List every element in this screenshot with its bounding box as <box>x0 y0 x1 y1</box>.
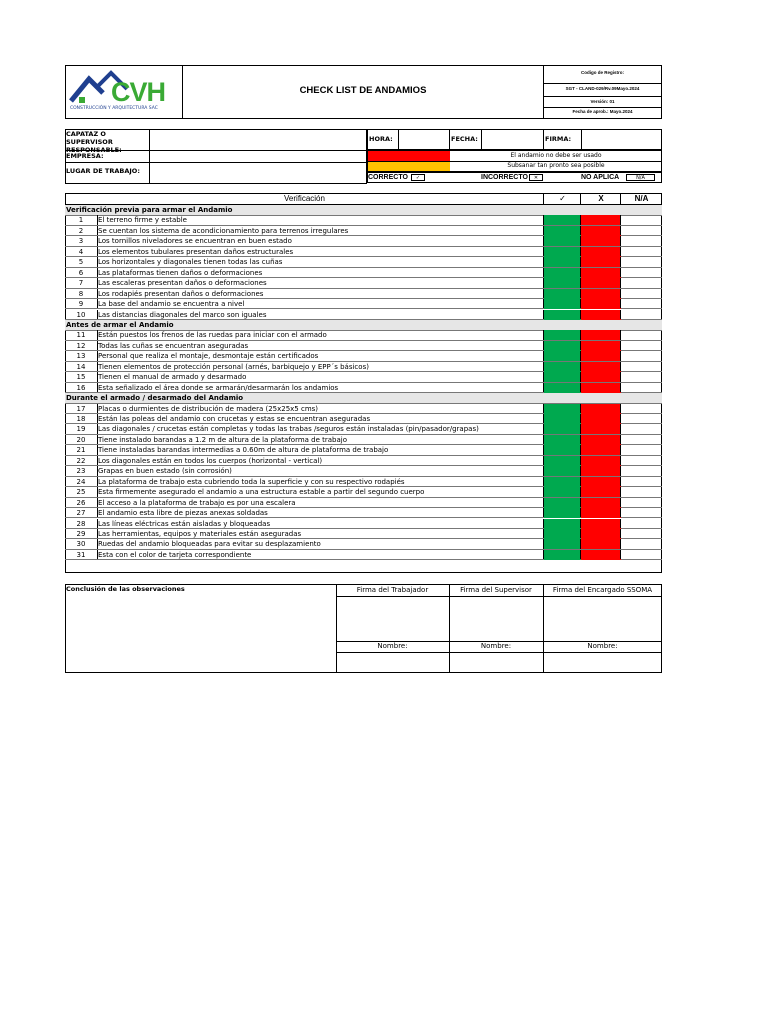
correcto-label: CORRECTO <box>368 174 408 181</box>
item-text: Las líneas eléctricas están aisladas y bloqueadas <box>98 519 271 528</box>
table-row <box>65 236 662 246</box>
item-number: 7 <box>78 279 84 288</box>
check-na-cell[interactable] <box>621 351 661 361</box>
check-correcto-cell[interactable] <box>544 435 581 445</box>
check-incorrecto-cell[interactable] <box>581 477 621 487</box>
check-na-cell[interactable] <box>621 226 661 236</box>
firma-supervisor-field[interactable] <box>450 597 543 641</box>
check-incorrecto-cell[interactable] <box>581 226 621 236</box>
table-row <box>65 341 662 351</box>
no-aplica-mark: N/A <box>626 174 655 181</box>
check-incorrecto-cell[interactable] <box>581 539 621 549</box>
table-row <box>65 310 662 320</box>
nombre-trabajador-field[interactable] <box>337 653 449 672</box>
item-text: La plataforma de trabajo esta cubriendo toda la superficie y con su respectivo rodapiés <box>98 477 405 486</box>
verificacion-header: Verificación <box>284 194 325 203</box>
check-incorrecto-cell[interactable] <box>581 257 621 267</box>
codigo-value: SGT - CLAND-029/Rv.09Mayo.2024 <box>565 86 640 91</box>
item-text: Esta señalizado el área donde se armarán/desarmarán los andamios <box>98 383 339 392</box>
firma-trabajador-label: Firma del Trabajador <box>356 586 429 594</box>
check-na-cell[interactable] <box>621 456 661 466</box>
item-number: 23 <box>76 467 86 476</box>
fecha-label: FECHA: <box>451 135 478 143</box>
check-incorrecto-cell[interactable] <box>581 424 621 434</box>
item-text: Grapas en buen estado (sin corrosión) <box>98 467 232 476</box>
legend-red-text: El andamio no debe ser usado <box>510 152 602 159</box>
item-text: Están las poleas del andamio con crucetas y estas se encuentran aseguradas <box>98 415 371 423</box>
check-correcto-cell[interactable] <box>544 310 581 320</box>
firma-ssoma-field[interactable] <box>544 597 661 641</box>
item-number: 19 <box>76 425 86 434</box>
item-text: Todas las cuñas se encuentran aseguradas <box>98 341 249 350</box>
legend-yellow-swatch <box>368 161 450 171</box>
incorrecto-label: INCORRECTO <box>481 174 528 181</box>
check-incorrecto-cell[interactable] <box>581 414 621 424</box>
check-incorrecto-cell[interactable] <box>581 310 621 320</box>
codigo-label: Codigo de Registro: <box>581 70 624 75</box>
item-number: 11 <box>76 331 86 340</box>
nombre-ssoma-field[interactable] <box>544 653 661 672</box>
check-incorrecto-cell[interactable] <box>581 215 621 225</box>
firma-field[interactable] <box>582 130 661 149</box>
item-text: Las herramientas, equipos y materiales están aseguradas <box>98 529 302 538</box>
check-incorrecto-cell[interactable] <box>581 445 621 455</box>
check-na-cell[interactable] <box>621 330 661 340</box>
item-text: Las escaleras presentan daños o deformaciones <box>98 279 267 288</box>
check-correcto-cell[interactable] <box>544 351 581 361</box>
item-text: Los rodapiés presentan daños o deformaciones <box>98 289 264 298</box>
check-incorrecto-cell[interactable] <box>581 508 621 518</box>
legend-yellow-text: Subsanar tan pronto sea posible <box>507 162 605 169</box>
check-na-cell[interactable] <box>621 487 661 497</box>
nombre-trabajador-label: Nombre: <box>377 642 408 650</box>
item-text: Los elementos tubulares presentan daños estructurales <box>98 247 294 256</box>
check-incorrecto-cell[interactable] <box>581 498 621 508</box>
hora-label: HORA: <box>369 135 393 143</box>
table-row <box>65 456 662 466</box>
item-text: Esta con el color de tarjeta correspondiente <box>98 550 252 559</box>
check-incorrecto-cell[interactable] <box>581 289 621 299</box>
check-correcto-cell[interactable] <box>544 456 581 466</box>
check-correcto-cell[interactable] <box>544 445 581 455</box>
check-correcto-cell[interactable] <box>544 215 581 225</box>
item-number: 2 <box>78 226 84 235</box>
table-row <box>65 424 662 434</box>
item-text: Personal que realiza el montaje, desmontaje están certificados <box>98 352 319 361</box>
item-text: El acceso a la plataforma de trabajo es por una escalera <box>98 498 296 507</box>
check-correcto-cell[interactable] <box>544 477 581 487</box>
check-correcto-cell[interactable] <box>544 268 581 278</box>
legend-red-swatch <box>368 151 450 161</box>
item-number: 28 <box>76 519 86 528</box>
table-row <box>65 330 662 340</box>
logo-subtitle: CONSTRUCCIÓN Y ARQUITECTURA SAC <box>70 106 158 111</box>
table-row <box>65 268 662 278</box>
check-incorrecto-cell[interactable] <box>581 278 621 288</box>
check-na-cell[interactable] <box>621 247 661 257</box>
check-incorrecto-cell[interactable] <box>581 362 621 372</box>
check-incorrecto-cell[interactable] <box>581 330 621 340</box>
item-text: Los diagonales están en todos los cuerpos (horizontal - vertical) <box>98 456 323 465</box>
check-correcto-cell[interactable] <box>544 278 581 288</box>
firma-label: FIRMA: <box>545 135 572 143</box>
check-correcto-cell[interactable] <box>544 424 581 434</box>
check-incorrecto-cell[interactable] <box>581 435 621 445</box>
table-row <box>65 550 662 560</box>
check-correcto-cell[interactable] <box>544 236 581 246</box>
check-incorrecto-cell[interactable] <box>581 550 621 560</box>
conclusion-label: Conclusión de las observaciones <box>66 585 185 593</box>
check-na-cell[interactable] <box>621 414 661 424</box>
check-incorrecto-cell[interactable] <box>581 529 621 539</box>
check-incorrecto-cell[interactable] <box>581 247 621 257</box>
check-correcto-cell[interactable] <box>544 539 581 549</box>
item-number: 16 <box>76 383 86 392</box>
check-incorrecto-cell[interactable] <box>581 299 621 309</box>
check-incorrecto-cell[interactable] <box>581 372 621 382</box>
hora-field[interactable] <box>399 130 449 149</box>
check-na-cell[interactable] <box>621 445 661 455</box>
check-na-cell[interactable] <box>621 435 661 445</box>
item-number: 21 <box>76 446 86 455</box>
item-number: 17 <box>76 404 86 413</box>
table-row <box>65 278 662 288</box>
item-number: 20 <box>76 435 86 444</box>
item-text: Ruedas del andamio bloqueadas para evitar su desplazamiento <box>98 540 321 549</box>
check-correcto-cell[interactable] <box>544 330 581 340</box>
check-incorrecto-cell[interactable] <box>581 383 621 393</box>
fecha-field[interactable] <box>482 130 543 149</box>
check-incorrecto-cell[interactable] <box>581 236 621 246</box>
table-row <box>65 477 662 487</box>
check-na-cell[interactable] <box>621 508 661 518</box>
check-correcto-cell[interactable] <box>544 226 581 236</box>
section-header: Antes de armar el Andamio <box>65 320 662 331</box>
item-number: 26 <box>76 498 86 507</box>
table-row <box>65 351 662 361</box>
item-text: Están puestos los frenos de las ruedas para iniciar con el armado <box>98 331 327 340</box>
item-number: 13 <box>76 352 86 361</box>
check-incorrecto-cell[interactable] <box>581 341 621 351</box>
item-number: 18 <box>76 415 86 423</box>
item-text: Los horizontales y diagonales tienen todas las cuñas <box>98 258 283 267</box>
page-title: CHECK LIST DE ANDAMIOS <box>299 85 427 96</box>
item-text: El terreno firme y estable <box>98 216 187 225</box>
item-text: Tiene instaladas barandas intermedias a 0.60m de altura de plataforma de trabajo <box>98 446 389 455</box>
empresa-field[interactable] <box>150 151 366 161</box>
check-na-cell[interactable] <box>621 278 661 288</box>
table-row <box>65 289 662 299</box>
check-incorrecto-cell[interactable] <box>581 404 621 414</box>
table-row <box>65 247 662 257</box>
check-correcto-cell[interactable] <box>544 383 581 393</box>
table-row <box>65 383 662 393</box>
check-na-cell[interactable] <box>621 498 661 508</box>
table-row <box>65 529 662 539</box>
check-na-cell[interactable] <box>621 362 661 372</box>
item-number: 25 <box>76 488 86 497</box>
no-aplica-label: NO APLICA <box>581 174 620 181</box>
item-number: 22 <box>76 456 86 465</box>
item-text: Las diagonales / crucetas están completas y todas las trabas /seguros están instaladas (pin/pasador/grapas) <box>98 425 479 434</box>
table-row <box>65 414 662 424</box>
capataz-field[interactable] <box>150 130 366 149</box>
firma-trabajador-field[interactable] <box>337 597 449 641</box>
table-row <box>65 362 662 372</box>
check-correcto-cell[interactable] <box>544 299 581 309</box>
version-text: Versión: 01 <box>590 99 615 104</box>
check-na-cell[interactable] <box>621 477 661 487</box>
item-number: 12 <box>76 341 86 350</box>
check-correcto-cell[interactable] <box>544 550 581 560</box>
check-header: ✓ <box>559 194 566 203</box>
nombre-ssoma-label: Nombre: <box>587 642 618 650</box>
check-incorrecto-cell[interactable] <box>581 519 621 529</box>
table-row <box>65 539 662 549</box>
check-na-cell[interactable] <box>621 236 661 246</box>
check-correcto-cell[interactable] <box>544 487 581 497</box>
x-header: X <box>598 194 604 203</box>
lugar-field[interactable] <box>150 163 366 183</box>
check-na-cell[interactable] <box>621 310 661 320</box>
table-row <box>65 498 662 508</box>
check-correcto-cell[interactable] <box>544 372 581 382</box>
conclusion-field[interactable] <box>66 596 335 672</box>
item-text: La base del andamio se encuentra a nivel <box>98 300 245 309</box>
nombre-supervisor-label: Nombre: <box>480 642 512 650</box>
table-row <box>65 466 662 476</box>
check-correcto-cell[interactable] <box>544 257 581 267</box>
item-text: Placas o durmientes de distribución de madera (25x25x5 cms) <box>98 404 319 413</box>
section-header: Durante el armado / desarmado del Andamio <box>65 393 662 404</box>
table-row <box>65 519 662 529</box>
item-text: Esta firmemente asegurado el andamio a una estructura estable a partir del segundo cuerpo <box>98 488 425 497</box>
check-correcto-cell[interactable] <box>544 519 581 529</box>
table-row <box>65 226 662 236</box>
check-incorrecto-cell[interactable] <box>581 466 621 476</box>
check-na-cell[interactable] <box>621 372 661 382</box>
item-number: 5 <box>78 258 84 267</box>
item-number: 15 <box>76 373 86 382</box>
item-text: Las distancias diagonales del marco son iguales <box>98 310 267 319</box>
check-correcto-cell[interactable] <box>544 341 581 351</box>
item-text: El andamio esta libre de piezas anexas soldadas <box>98 509 268 518</box>
table-header-row <box>65 193 662 205</box>
table-row <box>65 445 662 455</box>
capataz-label: CAPATAZ O SUPERVISOR RESPONSABLE: <box>66 130 122 154</box>
incorrecto-mark: ✕ <box>529 174 543 181</box>
item-text: Los tornillos niveladores se encuentran en buen estado <box>98 237 292 246</box>
item-number: 24 <box>76 477 86 486</box>
correcto-mark: ✓ <box>411 174 425 181</box>
check-na-cell[interactable] <box>621 424 661 434</box>
check-incorrecto-cell[interactable] <box>581 268 621 278</box>
check-correcto-cell[interactable] <box>544 362 581 372</box>
item-text: Tiene instalado barandas a 1.2 m de altura de la plataforma de trabajo <box>98 435 347 444</box>
fecha-aprobacion: Fecha de aprob.: Mayo.2024 <box>572 109 633 114</box>
firma-ssoma-label: Firma del Encargado SSOMA <box>552 586 653 594</box>
check-correcto-cell[interactable] <box>544 414 581 424</box>
item-number: 8 <box>78 289 84 298</box>
check-incorrecto-cell[interactable] <box>581 351 621 361</box>
item-number: 1 <box>78 216 84 225</box>
check-na-cell[interactable] <box>621 299 661 309</box>
section-header: Verificación previa para armar el Andamio <box>65 205 662 216</box>
check-incorrecto-cell[interactable] <box>581 456 621 466</box>
table-row <box>65 487 662 497</box>
table-row <box>65 372 662 382</box>
table-row <box>65 404 662 414</box>
check-na-cell[interactable] <box>621 215 661 225</box>
check-correcto-cell[interactable] <box>544 498 581 508</box>
check-correcto-cell[interactable] <box>544 466 581 476</box>
check-na-cell[interactable] <box>621 257 661 267</box>
check-correcto-cell[interactable] <box>544 404 581 414</box>
item-text: Tienen el manual de armado y desarmado <box>98 373 247 382</box>
check-na-cell[interactable] <box>621 529 661 539</box>
item-number: 9 <box>78 300 84 309</box>
checklist-rows <box>65 205 662 573</box>
check-na-cell[interactable] <box>621 519 661 529</box>
check-correcto-cell[interactable] <box>544 247 581 257</box>
table-row <box>65 435 662 445</box>
logo-text: CVH <box>111 77 166 107</box>
nombre-supervisor-field[interactable] <box>450 653 543 672</box>
lugar-label: LUGAR DE TRABAJO: <box>66 167 140 175</box>
check-na-cell[interactable] <box>621 341 661 351</box>
empresa-label: EMPRESA: <box>66 152 104 160</box>
na-header: N/A <box>634 194 649 203</box>
table-row <box>65 508 662 518</box>
check-na-cell[interactable] <box>621 550 661 560</box>
check-na-cell[interactable] <box>621 268 661 278</box>
check-correcto-cell[interactable] <box>544 529 581 539</box>
item-number: 31 <box>76 550 86 559</box>
company-logo <box>67 67 181 117</box>
firma-supervisor-label: Firma del Supervisor <box>460 586 532 594</box>
item-number: 14 <box>76 362 86 371</box>
item-number: 6 <box>78 268 84 277</box>
item-number: 29 <box>76 529 86 538</box>
item-text: Se cuentan los sistema de acondicionamiento para terrenos irregulares <box>98 226 349 235</box>
check-correcto-cell[interactable] <box>544 508 581 518</box>
item-number: 3 <box>78 237 84 246</box>
table-row <box>65 257 662 267</box>
check-na-cell[interactable] <box>621 289 661 299</box>
item-number: 4 <box>78 247 84 256</box>
check-na-cell[interactable] <box>621 404 661 414</box>
item-text: Las plataformas tienen daños o deformaciones <box>98 268 263 277</box>
item-text: Tienen elementos de protección personal (arnés, barbiquejo y EPP´s básicos) <box>98 362 369 371</box>
item-number: 27 <box>76 509 86 518</box>
check-na-cell[interactable] <box>621 466 661 476</box>
table-row <box>65 215 662 225</box>
check-incorrecto-cell[interactable] <box>581 487 621 497</box>
check-correcto-cell[interactable] <box>544 289 581 299</box>
table-row <box>65 299 662 309</box>
check-na-cell[interactable] <box>621 383 661 393</box>
item-number: 10 <box>76 310 86 319</box>
check-na-cell[interactable] <box>621 539 661 549</box>
item-number: 30 <box>76 540 86 549</box>
